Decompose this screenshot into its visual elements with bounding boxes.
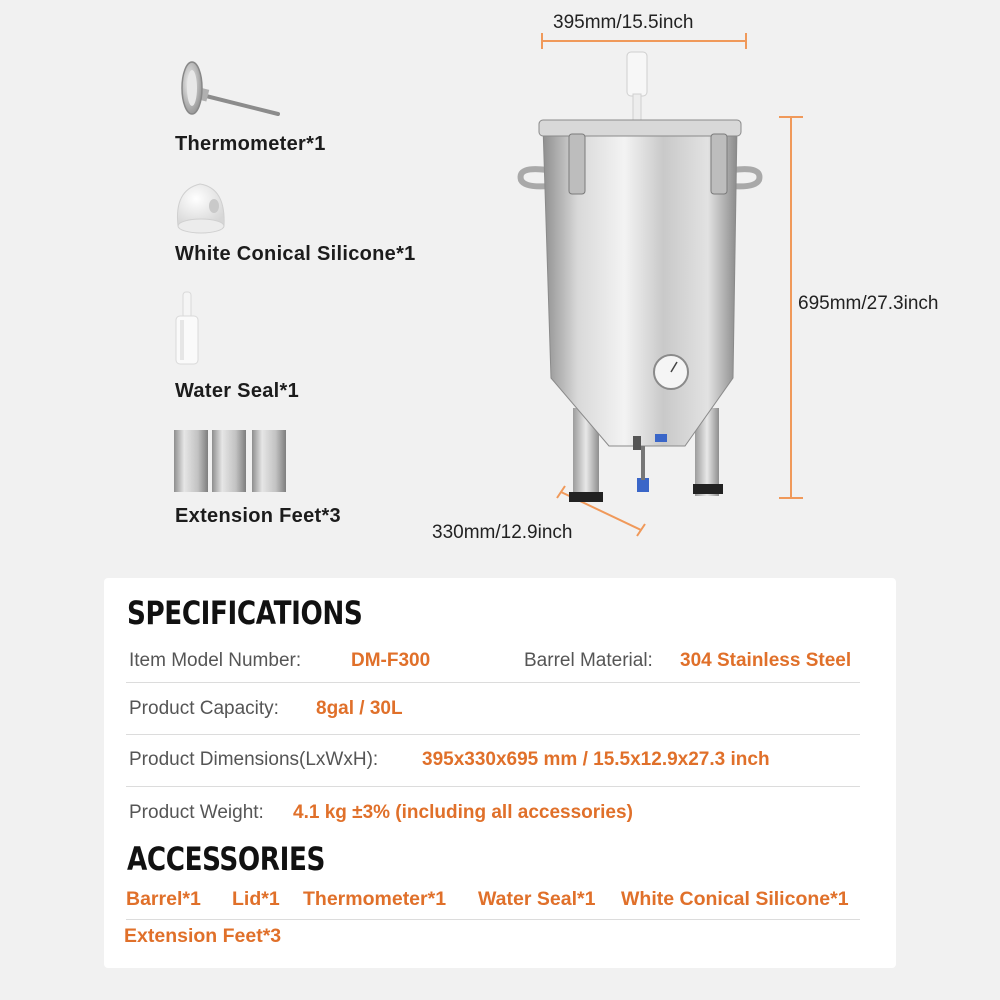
divider	[126, 786, 860, 787]
silicone-label: White Conical Silicone*1	[175, 243, 416, 265]
accessory-item: Barrel*1	[126, 888, 201, 910]
width-dimension-label: 395mm/15.5inch	[553, 12, 694, 33]
weight-value: 4.1 kg ±3% (including all accessories)	[293, 802, 633, 823]
width-tick-right	[745, 33, 747, 49]
divider	[126, 734, 860, 735]
extension-feet-label: Extension Feet*3	[175, 505, 341, 527]
accessory-item: Extension Feet*3	[124, 925, 282, 947]
accessory-item: Water Seal*1	[478, 888, 596, 910]
divider	[126, 919, 860, 920]
divider	[126, 682, 860, 683]
water-seal-label: Water Seal*1	[175, 380, 300, 402]
accessory-item: Thermometer*1	[303, 888, 447, 910]
accessory-item: White Conical Silicone*1	[621, 888, 849, 910]
width-dimension-line	[541, 40, 746, 42]
thermometer-label: Thermometer*1	[175, 133, 326, 155]
fermenter-barrel-image	[515, 48, 770, 508]
height-tick-bottom	[779, 497, 803, 499]
barrel-material-label: Barrel Material:	[524, 650, 653, 671]
thermometer-icon	[170, 58, 290, 128]
capacity-label: Product Capacity:	[129, 698, 279, 719]
height-dimension-line	[790, 116, 792, 498]
extension-feet-icon	[170, 428, 290, 494]
barrel-material-value: 304 Stainless Steel	[680, 650, 852, 671]
depth-dimension-label: 330mm/12.9inch	[432, 522, 573, 543]
product-dimensions-value: 395x330x695 mm / 15.5x12.9x27.3 inch	[422, 749, 770, 770]
water-seal-icon	[170, 290, 210, 374]
accessories-heading: ACCESSORIES	[127, 840, 325, 878]
height-tick-top	[779, 116, 803, 118]
accessory-item: Lid*1	[232, 888, 280, 910]
model-number-value: DM-F300	[351, 650, 431, 671]
specifications-card	[104, 578, 896, 968]
specifications-heading: SPECIFICATIONS	[127, 594, 363, 632]
model-number-label: Item Model Number:	[129, 650, 302, 671]
weight-label: Product Weight:	[129, 802, 264, 823]
height-dimension-label: 695mm/27.3inch	[798, 293, 939, 314]
product-dimensions-label: Product Dimensions(LxWxH):	[129, 749, 379, 770]
capacity-value: 8gal / 30L	[316, 698, 403, 719]
width-tick-left	[541, 33, 543, 49]
silicone-cone-icon	[170, 176, 234, 236]
